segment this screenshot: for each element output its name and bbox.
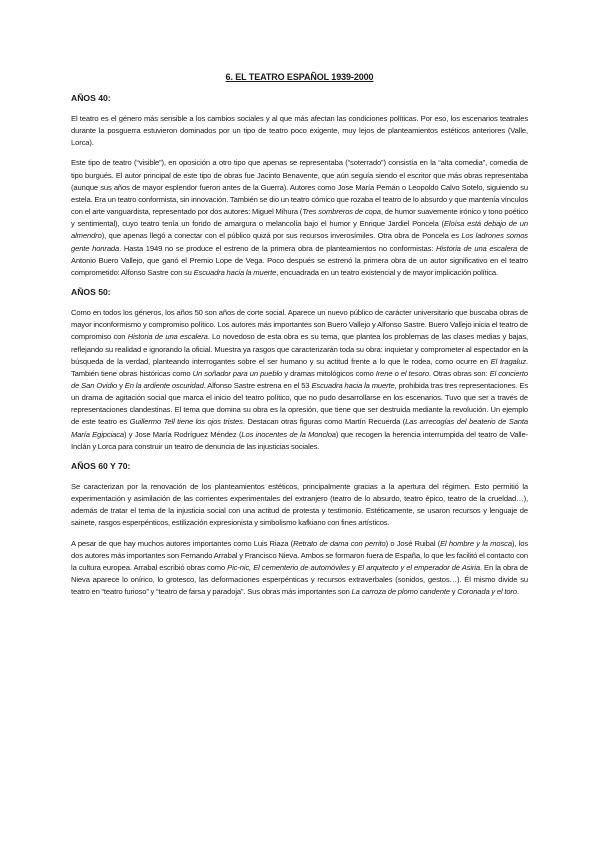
section-heading: AÑOS 50: (71, 287, 111, 298)
body-text: y (349, 562, 358, 572)
paragraph (71, 157, 528, 279)
italic-title-text: El arquitecto y el emperador de Asiria (357, 562, 480, 572)
document-title: 6. EL TEATRO ESPAÑOL 1939-2000 (225, 72, 374, 82)
body-text: El teatro es el género más sensible a los cambios sociales y al que más afectan las condiciones políticas. Por eso, los escenarios teatrales durante la posguerra estuvieron dominados por un tipo de teatro poco exigente, muy lejos de planteamientos estéticos anteriores (Valle, Lorca). (71, 114, 528, 148)
body-text: Este tipo de teatro (“visible”), en oposición a otro tipo que apenas se representaba (“soterrado”) consistía en la “alta comedia”, comedia de tipo burgués. El autor principal de este tipo de obras fue Jacinto Benavente, que aún seguía siendo el escritor que más obras representaba (aunque sus años de mayor esplendor fueron antes de la Guerra). Autores como Jose María Pemán o Leopoldo Calvo Sotelo, siguiendo su estela. Era un teatro conformista, sin innovación. También se dio un teatro cómico que rozaba el teatro de lo absurdo y que mantenía vínculos con el arte vanguardista, representado por dos autores: Miguel Mihura ( (71, 158, 528, 217)
italic-title-text: Un soñador para un pueblo (192, 368, 283, 378)
body-text: . Destacan otras figuras como Martín Recuerda ( (242, 417, 406, 427)
body-text: . Otras obras son: (428, 368, 490, 378)
italic-title-text: La carroza de plomo candente (351, 587, 450, 597)
italic-title-text: Coronada y el toro (457, 587, 517, 597)
body-text: y (117, 380, 125, 390)
document-page (71, 72, 528, 606)
italic-title-text: Historia de una escalera (435, 243, 518, 253)
body-text: . Lo novedoso de esta obra es su tema, que plantea los problemas de las clases medias y bajas, reflejando su realidad e ignorando la oficial. Muestra ya rasgos que caracterizarán toda su obra: inquietar y comprometer al espectador en la búsqueda de la verdad, planteando interrogantes sobre el ser humano y su actitud frente a lo que le rodea, como ocurre en (71, 332, 528, 366)
body-text: ), que apenas llegó a conectar con el público quizá por sus recursos inverosímiles. Otra obra de Poncela es (101, 231, 462, 241)
body-text: y (449, 587, 458, 597)
body-text: Se caracterizan por la renovación de los planteamientos estéticos, principalmente gracias a la apertura del régimen. Esto permitió la experimentación y asimilación de las corrientes experimentales del extranjero (teatro de lo absurdo, teatro épico, teatro de la crueldad…), además de tratar el tema de la injusticia social con una actitud de protesta y testimonio. Estéticamente, se usaron recursos y lenguaje de sainete, rasgos esperpénticos, estilización expresionista y simbolismo kafkiano con fines artísticos. (71, 481, 528, 528)
body-text: . También tiene obras históricas como (71, 356, 528, 378)
body-text: . (516, 587, 519, 597)
italic-title-text: Pic-nic, El cementerio de automóviles (227, 562, 350, 572)
paragraph (71, 538, 528, 599)
section-heading: AÑOS 40: (71, 93, 111, 103)
body-text: . Hasta 1949 no se produce el estreno de la primera obra de planteamientos no conformistas: (119, 243, 436, 253)
body-text: . En la obra de Nieva aparece lo onírico, lo grotesco, las deformaciones esperpénticas y recursos extraverbales (sonidos, gestos…). Él mismo divide su teatro en “teatro furioso” y “teatro de farsa y paradoja”. Sus obras más importantes son (71, 562, 528, 597)
body-text: ) que recogen la herencia interrumpida del teatro de Valle-Inclán y Lorca para construir un teatro de denuncia de las injusticias sociales. (71, 429, 528, 451)
paragraph (71, 307, 528, 453)
italic-title-text: El tragaluz (490, 356, 526, 366)
italic-title-text: Irene o el tesoro (375, 368, 429, 378)
body-text: ) o José Ruibal ( (385, 538, 441, 548)
italic-title-text: Escuadra hacia la muerte (193, 267, 277, 277)
italic-title-text: Los inocentes de la Moncloa (241, 429, 336, 439)
italic-title-text: El hombre y la mosca (440, 538, 512, 548)
body-text: . Alfonso Sastre estrena en el 53 (203, 380, 312, 390)
body-text: , prohibida tras tres representaciones. Es un drama de agitación social que marca el inicio del teatro político, que no pudo desarrollarse en los escenarios. Tuvo que ser a través de representaciones clandestinas. El tema que domina su obra es la opresión, que tiene que ser destruida mediante la revolución. Un ejemplo de este teatro es (71, 380, 528, 427)
paragraph (71, 113, 528, 149)
italic-title-text: Los ladrones somos gente honrada (71, 231, 528, 253)
body-text: , de humor suavemente irónico y tono poético y sentimental), cuyo teatro tenía un fondo de amargura o melancolía bajo el humor y Enrique Jardiel Poncela ( (71, 207, 528, 229)
section-anos-60-70 (71, 461, 528, 598)
section-anos-50 (71, 287, 528, 453)
body-text: ), los dos autores más importantes son Fernando Arrabal y Francisco Nieva. Ambos se formaron fuera de España, lo que les facilitó el contacto con la cultura europea. Arrabal escribió obras como (71, 538, 528, 572)
italic-title-text: Retrato de dama con perrito (293, 538, 386, 548)
italic-title-text: Tres sombreros de copa (302, 207, 381, 217)
body-text: , encuadrada en un teatro existencial y de mayor implicación política. (276, 267, 498, 277)
italic-title-text: Escuadra hacia la muerte (311, 380, 395, 390)
italic-title-text: Guillermo Tell tiene los ojos tristes (129, 417, 243, 427)
paragraph (71, 481, 528, 530)
body-text: Como en todos los géneros, los años 50 son años de corte social. Aparece un nuevo público de carácter universitario que buscaba obras de mayor inconformismo y compromiso político. Los autores más importantes son Buero Vallejo y Alfonso Sastre. Buero Vallejo inicia el teatro de compromiso con (71, 308, 528, 342)
italic-title-text: Las arrecogías del beaterio de Santa María Egipciaca (71, 417, 528, 439)
body-text: A pesar de que hay muchos autores importantes como Luis Riaza ( (71, 538, 294, 548)
section-anos-40 (71, 93, 528, 279)
section-heading: AÑOS 60 Y 70: (71, 460, 131, 471)
italic-title-text: Historia de una escalera (127, 332, 208, 342)
italic-title-text: En la ardiente oscuridad (124, 380, 204, 390)
italic-title-text: Eloísa está debajo de un almendro (71, 219, 528, 241)
body-text: de Antonio Buero Vallejo, que ganó el Premio Lope de Vega. Poco después se estrenó la primera obra de un autor significativo en el teatro comprometido: Alfonso Sastre con su (71, 243, 528, 277)
italic-title-text: El concierto de San Ovidio (71, 368, 528, 390)
body-text: y dramas mitológicos como (282, 368, 376, 378)
body-text: ) y Jose María Rodríguez Méndez ( (124, 429, 242, 439)
